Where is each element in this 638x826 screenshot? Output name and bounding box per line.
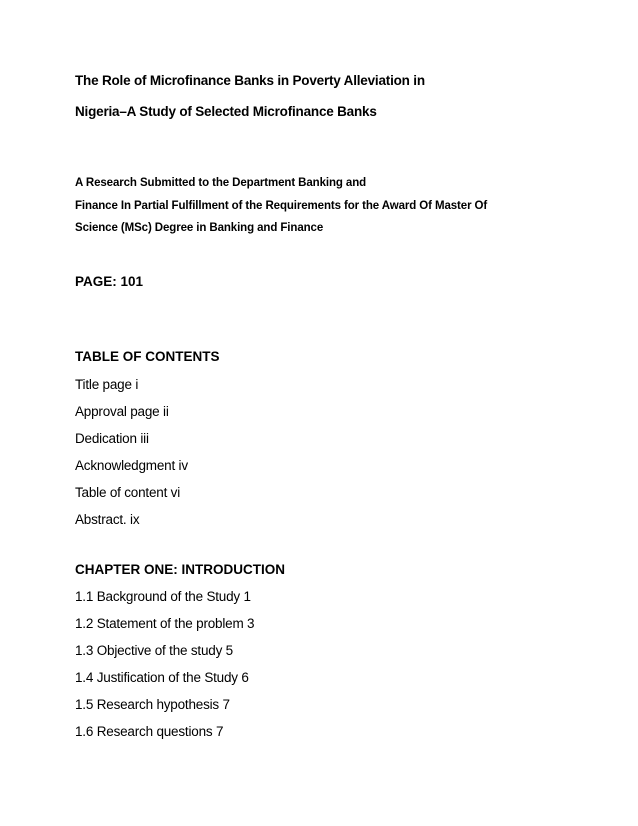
chapter-one-entry: 1.4 Justification of the Study 6 <box>75 670 249 685</box>
toc-entry: Approval page ii <box>75 404 169 419</box>
submission-statement-line-3: Science (MSc) Degree in Banking and Finance <box>75 222 324 234</box>
chapter-one-entry: 1.3 Objective of the study 5 <box>75 643 233 658</box>
document-title-line-1: The Role of Microfinance Banks in Poverty Alleviation in <box>75 73 425 88</box>
submission-statement-line-1: A Research Submitted to the Department Banking and <box>75 177 367 189</box>
toc-entry: Table of content vi <box>75 485 181 500</box>
toc-entry: Abstract. ix <box>75 512 140 527</box>
submission-statement-line-2: Finance In Partial Fulfillment of the Requirements for the Award Of Master Of <box>75 200 488 212</box>
toc-entry: Title page i <box>75 377 139 392</box>
page-count-label: PAGE: 101 <box>75 274 144 289</box>
chapter-one-entry: 1.2 Statement of the problem 3 <box>75 616 255 631</box>
chapter-one-heading: CHAPTER ONE: INTRODUCTION <box>75 562 285 577</box>
toc-heading: TABLE OF CONTENTS <box>75 349 220 364</box>
chapter-one-entry: 1.5 Research hypothesis 7 <box>75 697 230 712</box>
document-title-line-2: Nigeria–A Study of Selected Microfinance Banks <box>75 104 377 119</box>
toc-entry: Dedication iii <box>75 431 149 446</box>
toc-entry: Acknowledgment iv <box>75 458 188 473</box>
chapter-one-entry: 1.1 Background of the Study 1 <box>75 589 251 604</box>
chapter-one-entry: 1.6 Research questions 7 <box>75 724 224 739</box>
